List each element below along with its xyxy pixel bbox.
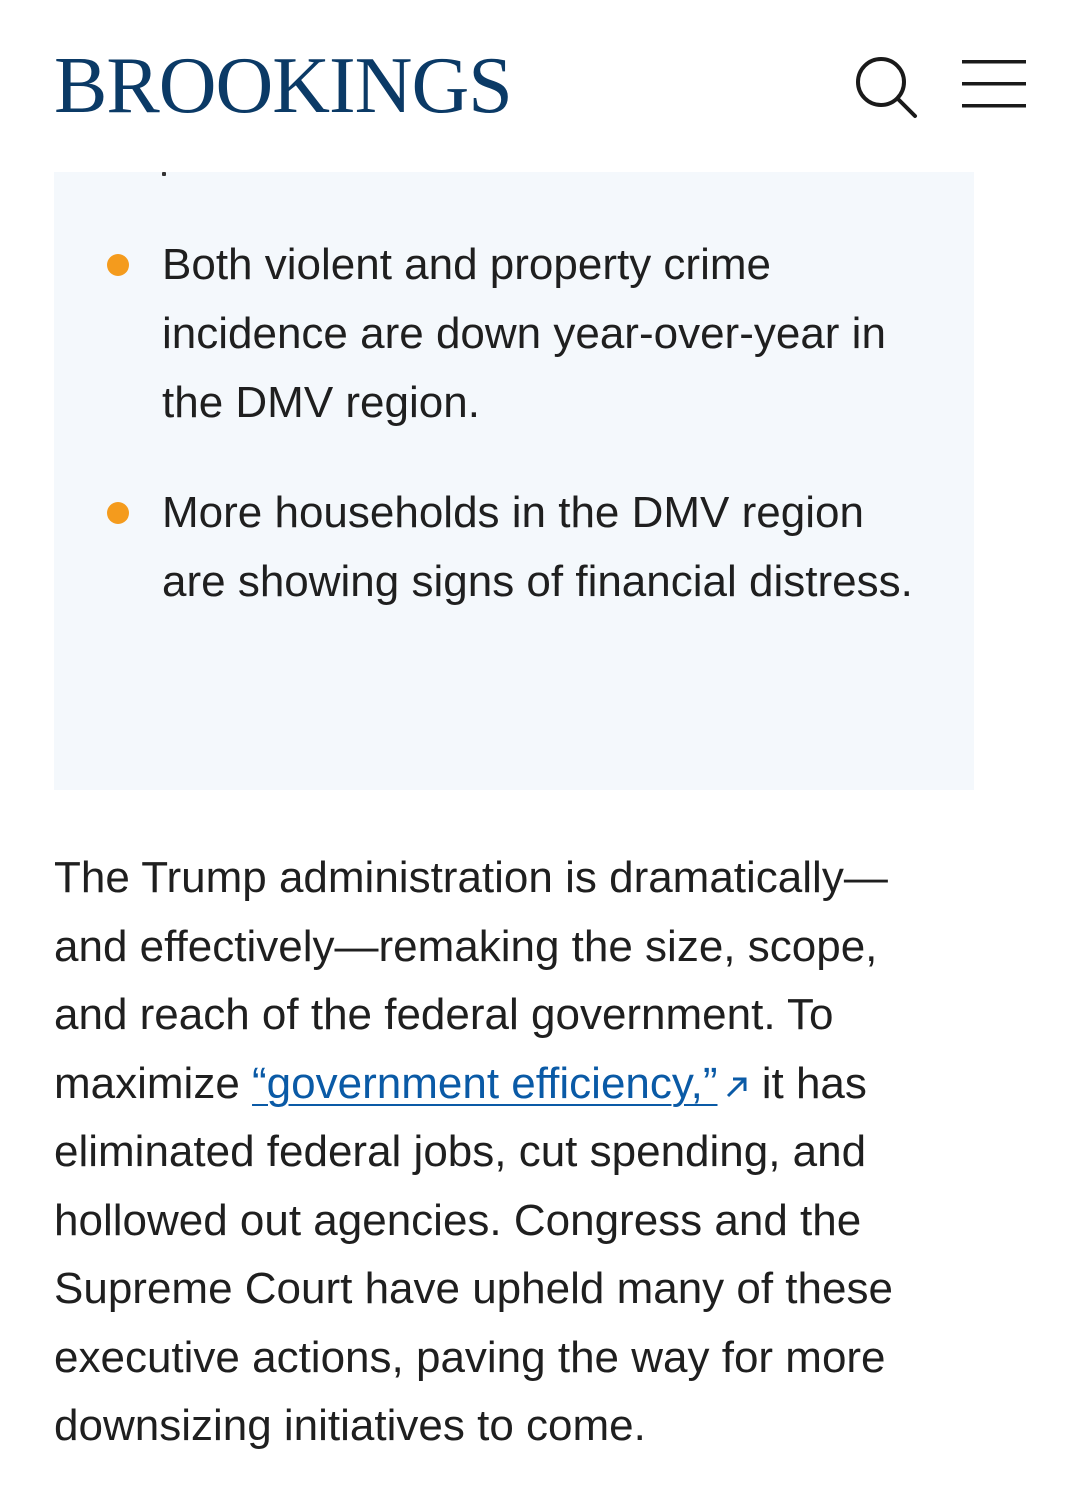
truncated-text-fragment bbox=[162, 172, 166, 176]
brookings-logo[interactable]: BROOKINGS bbox=[54, 42, 512, 130]
takeaway-text: Both violent and property crime incidence are down year-over-year in the DMV region. bbox=[162, 240, 886, 427]
government-efficiency-link[interactable] bbox=[252, 1059, 749, 1108]
takeaway-item bbox=[54, 478, 922, 616]
external-link-arrow-icon bbox=[724, 1074, 750, 1100]
hamburger-menu-icon bbox=[958, 55, 1030, 115]
search-button[interactable] bbox=[850, 52, 922, 124]
bullet-dot-icon bbox=[107, 502, 129, 524]
article-paragraph bbox=[54, 844, 934, 1461]
link-text: “government efficiency,” bbox=[252, 1058, 718, 1108]
key-takeaways-panel bbox=[54, 172, 974, 790]
takeaways-list bbox=[54, 230, 974, 657]
takeaway-text: More households in the DMV region are showing signs of financial distress. bbox=[162, 488, 913, 606]
site-header bbox=[0, 0, 1080, 170]
bullet-dot-icon bbox=[107, 254, 129, 276]
takeaway-item bbox=[54, 230, 922, 437]
paragraph-text-end: it has eliminated federal jobs, cut spending, and hollowed out agencies. Congress and the Supreme Court have upheld many of these executive actions, paving the way for more downsizing initiatives to come. bbox=[54, 1058, 893, 1450]
search-icon bbox=[850, 52, 922, 124]
paragraph-text-start: The Trump administration is dramatically—and effectively—remaking the size, scope, and reach of the federal government. To maximize bbox=[54, 853, 888, 1108]
menu-button[interactable] bbox=[958, 55, 1030, 115]
